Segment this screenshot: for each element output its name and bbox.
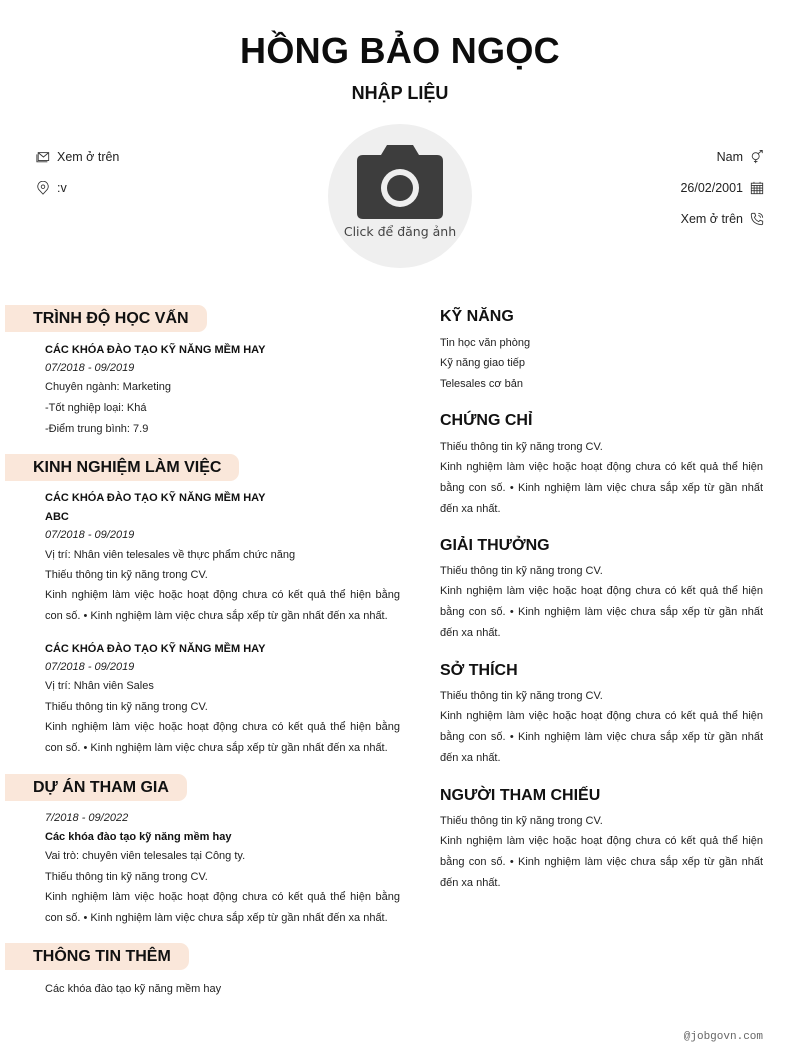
location-pin-icon bbox=[36, 181, 50, 195]
experience-company: CÁC KHÓA ĐÀO TẠO KỸ NĂNG MỀM HAY bbox=[45, 492, 266, 504]
candidate-position: NHẬP LIỆU bbox=[351, 83, 449, 103]
gender-value: Nam bbox=[716, 150, 743, 164]
section-references-title: NGƯỜI THAM CHIẾU bbox=[440, 787, 601, 804]
skill-item: Telesales cơ bản bbox=[440, 378, 524, 390]
camera-icon bbox=[357, 145, 443, 219]
awards-note: Thiếu thông tin kỹ năng trong CV. bbox=[440, 565, 603, 577]
contact-phone bbox=[681, 212, 764, 226]
project-note: Thiếu thông tin kỹ năng trong CV. bbox=[45, 871, 208, 883]
email-value: Xem ở trên bbox=[57, 150, 120, 164]
calendar-icon bbox=[750, 181, 764, 195]
skill-item: Kỹ năng giao tiếp bbox=[440, 357, 526, 369]
contact-address bbox=[36, 181, 67, 195]
skill-item: Tin học văn phòng bbox=[440, 337, 531, 349]
birthday-value: 26/02/2001 bbox=[680, 181, 743, 195]
project-description: Kinh nghiệm làm việc hoặc hoạt động chưa có kết quả thể hiện bằng con số. • Kinh nghiệm làm việc chưa sắp xếp từ gần nhất đến xa nhất. bbox=[45, 891, 400, 924]
education-detail: -Tốt nghiệp loại: Khá bbox=[45, 402, 147, 414]
candidate-name: HỒNG BẢO NGỌC bbox=[240, 30, 560, 71]
experience-note: Thiếu thông tin kỹ năng trong CV. bbox=[45, 701, 208, 713]
references-description: Kinh nghiệm làm việc hoặc hoạt động chưa có kết quả thể hiện bằng con số. • Kinh nghiệm làm việc chưa sắp xếp từ gần nhất đến xa nhất. bbox=[440, 835, 763, 889]
education-school: CÁC KHÓA ĐÀO TẠO KỸ NĂNG MỀM HAY bbox=[45, 344, 266, 356]
gender-icon bbox=[750, 150, 764, 164]
section-certificates-title: CHỨNG CHỈ bbox=[440, 412, 533, 429]
phone-icon bbox=[750, 212, 764, 226]
experience-period: 07/2018 - 09/2019 bbox=[45, 661, 135, 673]
extra-info-text: Các khóa đào tạo kỹ năng mềm hay bbox=[45, 983, 222, 995]
experience-company: CÁC KHÓA ĐÀO TẠO KỸ NĂNG MỀM HAY bbox=[45, 643, 266, 655]
education-detail: Chuyên ngành: Marketing bbox=[45, 381, 171, 393]
experience-role: Vị trí: Nhân viên Sales bbox=[45, 680, 154, 692]
avatar-upload[interactable] bbox=[328, 124, 472, 268]
hobbies-note: Thiếu thông tin kỹ năng trong CV. bbox=[440, 690, 603, 702]
contact-email bbox=[36, 150, 119, 164]
contact-birthday bbox=[680, 181, 764, 195]
experience-period: 07/2018 - 09/2019 bbox=[45, 529, 135, 541]
references-note: Thiếu thông tin kỹ năng trong CV. bbox=[440, 815, 603, 827]
address-value: :v bbox=[57, 181, 67, 195]
project-name: Các khóa đào tạo kỹ năng mềm hay bbox=[45, 831, 232, 843]
section-hobbies-title: SỞ THÍCH bbox=[440, 662, 518, 679]
certificates-description: Kinh nghiệm làm việc hoặc hoạt động chưa có kết quả thể hiện bằng con số. • Kinh nghiệm làm việc chưa sắp xếp từ gần nhất đến xa nhất. bbox=[440, 461, 763, 515]
mail-icon bbox=[36, 150, 50, 164]
section-education-title: TRÌNH ĐỘ HỌC VẤN bbox=[5, 305, 207, 332]
phone-value: Xem ở trên bbox=[680, 212, 743, 226]
experience-description: Kinh nghiệm làm việc hoặc hoạt động chưa có kết quả thể hiện bằng con số. • Kinh nghiệm làm việc chưa sắp xếp từ gần nhất đến xa nhất. bbox=[45, 721, 400, 754]
awards-description: Kinh nghiệm làm việc hoặc hoạt động chưa có kết quả thể hiện bằng con số. • Kinh nghiệm làm việc chưa sắp xếp từ gần nhất đến xa nhất. bbox=[440, 585, 763, 639]
education-detail: -Điểm trung bình: 7.9 bbox=[45, 423, 149, 435]
experience-description: Kinh nghiệm làm việc hoặc hoạt động chưa có kết quả thể hiện bằng con số. • Kinh nghiệm làm việc chưa sắp xếp từ gần nhất đến xa nhất. bbox=[45, 589, 400, 622]
hobbies-description: Kinh nghiệm làm việc hoặc hoạt động chưa có kết quả thể hiện bằng con số. • Kinh nghiệm làm việc chưa sắp xếp từ gần nhất đến xa nhất. bbox=[440, 710, 763, 764]
section-extra-title: THÔNG TIN THÊM bbox=[5, 943, 189, 970]
experience-note: Thiếu thông tin kỹ năng trong CV. bbox=[45, 569, 208, 581]
section-skills-title: KỸ NĂNG bbox=[440, 308, 514, 325]
project-period: 7/2018 - 09/2022 bbox=[45, 812, 129, 824]
watermark: @jobgovn.com bbox=[683, 1031, 763, 1043]
contact-gender bbox=[717, 150, 764, 164]
certificates-note: Thiếu thông tin kỹ năng trong CV. bbox=[440, 441, 603, 453]
education-period: 07/2018 - 09/2019 bbox=[45, 362, 135, 374]
avatar-upload-label: Click để đăng ảnh bbox=[343, 224, 457, 239]
experience-subtitle: ABC bbox=[45, 511, 69, 523]
section-experience-title: KINH NGHIỆM LÀM VIỆC bbox=[5, 454, 239, 481]
section-awards-title: GIẢI THƯỞNG bbox=[440, 537, 550, 554]
section-projects-title: DỰ ÁN THAM GIA bbox=[5, 774, 187, 801]
project-role: Vai trò: chuyên viên telesales tại Công ty. bbox=[45, 850, 246, 862]
experience-role: Vị trí: Nhân viên telesales về thực phẩm chức năng bbox=[45, 549, 296, 561]
